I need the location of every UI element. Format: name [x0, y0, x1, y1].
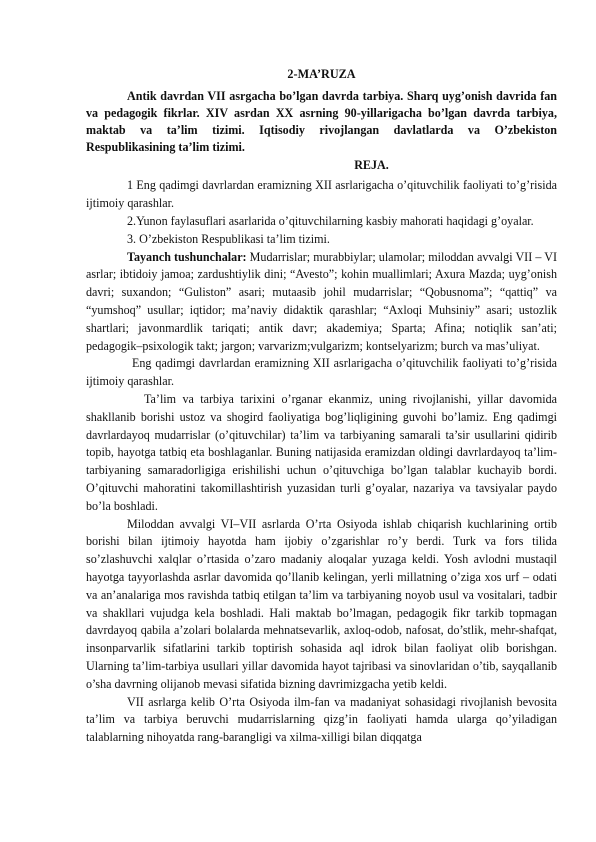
plan-list — [86, 177, 557, 248]
body-paragraph: Ta’lim va tarbiya tarixini o’rganar ekanmiz, uning rivojlanishi, yillar davomida shakllanib borishi ustoz va shogird faoliyatiga bog’liqligining guvohi bo’lamiz. Eng qadimgi davrlardayoq mudarrislar (o’qituvchilar) ta’lim va tarbiyaning samarali ta’sir usullarini qidirib topib, hayotga tatbiq eta boshlaganlar. Buning natijasida eramizdan oldingi davrlardayoq ta’lim-tarbiyaning samaradorligiga erishilishi uchun o’qituvchiga bo’lgan talablar kuchayib bordi. O’qituvchi mahoratini takomillashtirish yuzasidan turli g’oyalar, nazariya va tavsiyalar paydo bo’la boshladi. — [86, 391, 557, 513]
plan-item: 1 Eng qadimgi davrlardan eramizning XII asrlarigacha o’qituvchilik faoliyati to’g’risida ijtimoiy qarashlar. — [86, 178, 557, 211]
body-paragraph: VII asrlarga kelib O’rta Osiyoda ilm-fan va madaniyat sohasidagi rivojlanish bevosita ta’lim va tarbiya beruvchi mudarrislarning qizg’in faoliyati hamda ularga qo’yiladigan talablarning nihoyatda rang-barangligi va xilma-xilligi bilan diqqatga — [86, 694, 557, 745]
key-concepts-paragraph — [86, 249, 557, 356]
key-concepts-text: Mudarrislar; murabbiylar; ulamolar; miloddan avvalgi VII – VI asrlar; ibtidoiy jamoa; zardushtiylik dini; “Avesto”; kohin muallimlari; Axura Mazda; uyg’onish davri; suxandon; “Guliston” asari; mutaasib johil mudarrislar; “Qobusnoma”; “qattiq” va “yumshoq” usullar; iqtidor; ma’naviy didaktik qarashlar; “Axloqi Muhsiniy” asari; ustozlik shartlari; javonmardlik tariqati; antik davr; akademiya; Sparta; Afina; notiqlik san’ati; pedagogik–psixologik takt; jargon; varvarizm;vulgarizm; kontselyarizm; burch va mas’uliyat. — [86, 249, 557, 353]
plan-item: 3. O’zbekiston Respublikasi ta’lim tizimi. — [127, 231, 330, 246]
lecture-topic: Antik davrdan VII asrgacha bo’lgan davrda tarbiya. Sharq uyg’onish davrida fan va pedagogik fikrlar. XIV asrdan XX asrning 90-yillarigacha bo’lgan davrda tarbiya, maktab va ta’lim tizimi. Iqtisodiy rivojlangan davlatlarda va O’zbekiston Respublikasining ta’lim tizimi. — [86, 88, 557, 155]
body-paragraph: Miloddan avvalgi VI–VII asrlarda O’rta Osiyoda ishlab chiqarish kuchlarining ortib borishi bilan ijtimoiy hayotda ham ijobiy o’zgarishlar ro’y berdi. Turk va fors tilida so’zlashuvchi xalqlar o’rtasida o’zaro madaniy aloqalar yuzaga keldi. Yosh avlodni mustaqil hayotga tayyorlashda asrlar davomida qo’llanib kelingan, yerli millatning o’ziga xos urf – odati va an’analariga mos ravishda tatbiq etilgan ta’lim va tarbiyaning noyob usul va vositalari, tadbir va shakllari vujudga kela boshladi. Hali maktab bo’lmagan, pedagogik fikr tarkib topmagan davrdayoq qabila a’zolari bolalarda mehnatsevarlik, axloq-odob, nafosat, do’stlik, mehr-shafqat, insonparvarlik sifatlarini tarkib toptirish sohasida aql idrok bilan faoliyat olib borishgan. Ularning ta’lim-tarbiya usullari yillar davomida hayot tajribasi va sinovlaridan o’tib, sayqallanib o’sha davrning olijanob mevasi sifatida bizning davrimizgacha yetib keldi. — [86, 516, 557, 691]
lecture-title: 2-MA’RUZA — [287, 67, 356, 81]
plan-item: 2.Yunon faylasuflari asarlarida o’qituvchilarning kasbiy mahorati haqidagi g’oyalar. — [127, 214, 534, 228]
document-page — [86, 66, 557, 747]
key-concepts-label: Tayanch tushunchalar: — [127, 249, 247, 264]
plan-heading: REJA. — [354, 157, 389, 172]
section-heading: Eng qadimgi davrlardan eramizning XII asrlarigacha o’qituvchilik faoliyati to’g’risida ijtimoiy qarashlar. — [86, 356, 557, 389]
